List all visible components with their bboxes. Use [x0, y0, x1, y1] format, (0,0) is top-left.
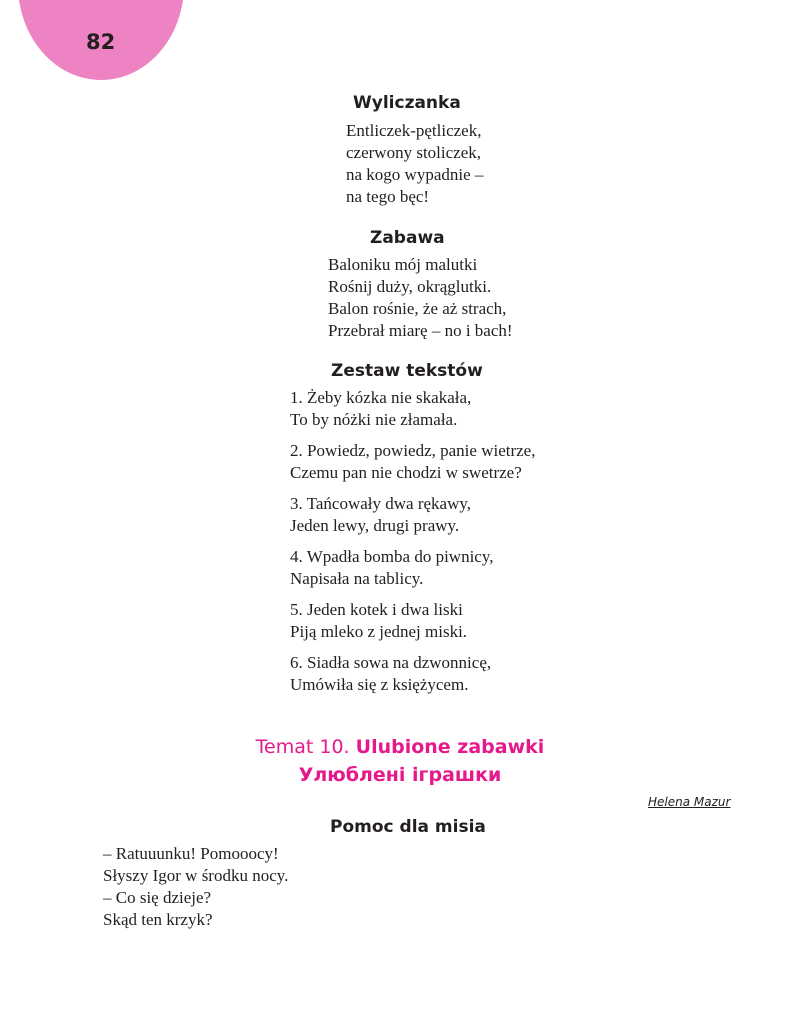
entry-line: 5. Jeden kotek i dwa liski — [290, 600, 463, 619]
page-number: 82 — [86, 30, 116, 54]
author-name: Helena Mazur — [648, 795, 731, 809]
entry-line: Jeden lewy, drugi prawy. — [290, 516, 460, 535]
poem-line: Baloniku mój malutki — [328, 255, 478, 274]
poem-line: Skąd ten krzyk? — [103, 910, 213, 929]
zabawa-title: Zabawa — [370, 228, 445, 248]
list-item — [290, 387, 535, 431]
entry-line: Czemu pan nie chodzi w swetrze? — [290, 463, 522, 482]
poem-line: – Co się dzieje? — [103, 888, 212, 907]
topic-title-uk: Улюблені іграшки — [298, 764, 502, 786]
poem-line: Rośnij duży, okrąglutki. — [328, 277, 492, 296]
entry-line: 2. Powiedz, powiedz, panie wietrze, — [290, 441, 536, 460]
poem-line: czerwony stoliczek, — [346, 143, 481, 162]
topic-prefix: Temat 10. — [255, 736, 356, 758]
list-item — [290, 493, 535, 537]
topic-line-pl — [0, 733, 800, 761]
pomoc-title: Pomoc dla misia — [330, 817, 486, 837]
poem-line: Słyszy Igor w środku nocy. — [103, 866, 289, 885]
list-item — [290, 599, 535, 643]
topic-heading — [0, 733, 800, 789]
entry-line: 4. Wpadła bomba do piwnicy, — [290, 547, 494, 566]
poem-line: na kogo wypadnie – — [346, 165, 484, 184]
entry-line: To by nóżki nie złamała. — [290, 410, 458, 429]
poem-line: na tego bęc! — [346, 187, 430, 206]
poem-line: Przebrał miarę – no i bach! — [328, 321, 513, 340]
entry-line: 3. Tańcowały dwa rękawy, — [290, 494, 472, 513]
list-item — [290, 440, 535, 484]
topic-title-pl: Ulubione zabawki — [355, 736, 545, 758]
poem-line: Entliczek-pętliczek, — [346, 121, 482, 140]
list-item — [290, 546, 535, 590]
entry-line: 6. Siadła sowa na dzwonnicę, — [290, 653, 492, 672]
list-item — [290, 652, 535, 696]
zabawa-poem — [328, 254, 513, 342]
entry-line: Napisała na tablicy. — [290, 569, 424, 588]
wyliczanka-title: Wyliczanka — [353, 93, 461, 113]
zestaw-list — [290, 387, 535, 705]
entry-line: Umówiła się z księżycem. — [290, 675, 469, 694]
pomoc-poem — [103, 843, 288, 931]
entry-line: Piją mleko z jednej miski. — [290, 622, 468, 641]
entry-line: 1. Żeby kózka nie skakała, — [290, 388, 472, 407]
poem-line: Balon rośnie, że aż strach, — [328, 299, 507, 318]
wyliczanka-poem — [346, 120, 483, 208]
zestaw-title: Zestaw tekstów — [331, 361, 483, 381]
poem-line: – Ratuuunku! Pomooocy! — [103, 844, 279, 863]
